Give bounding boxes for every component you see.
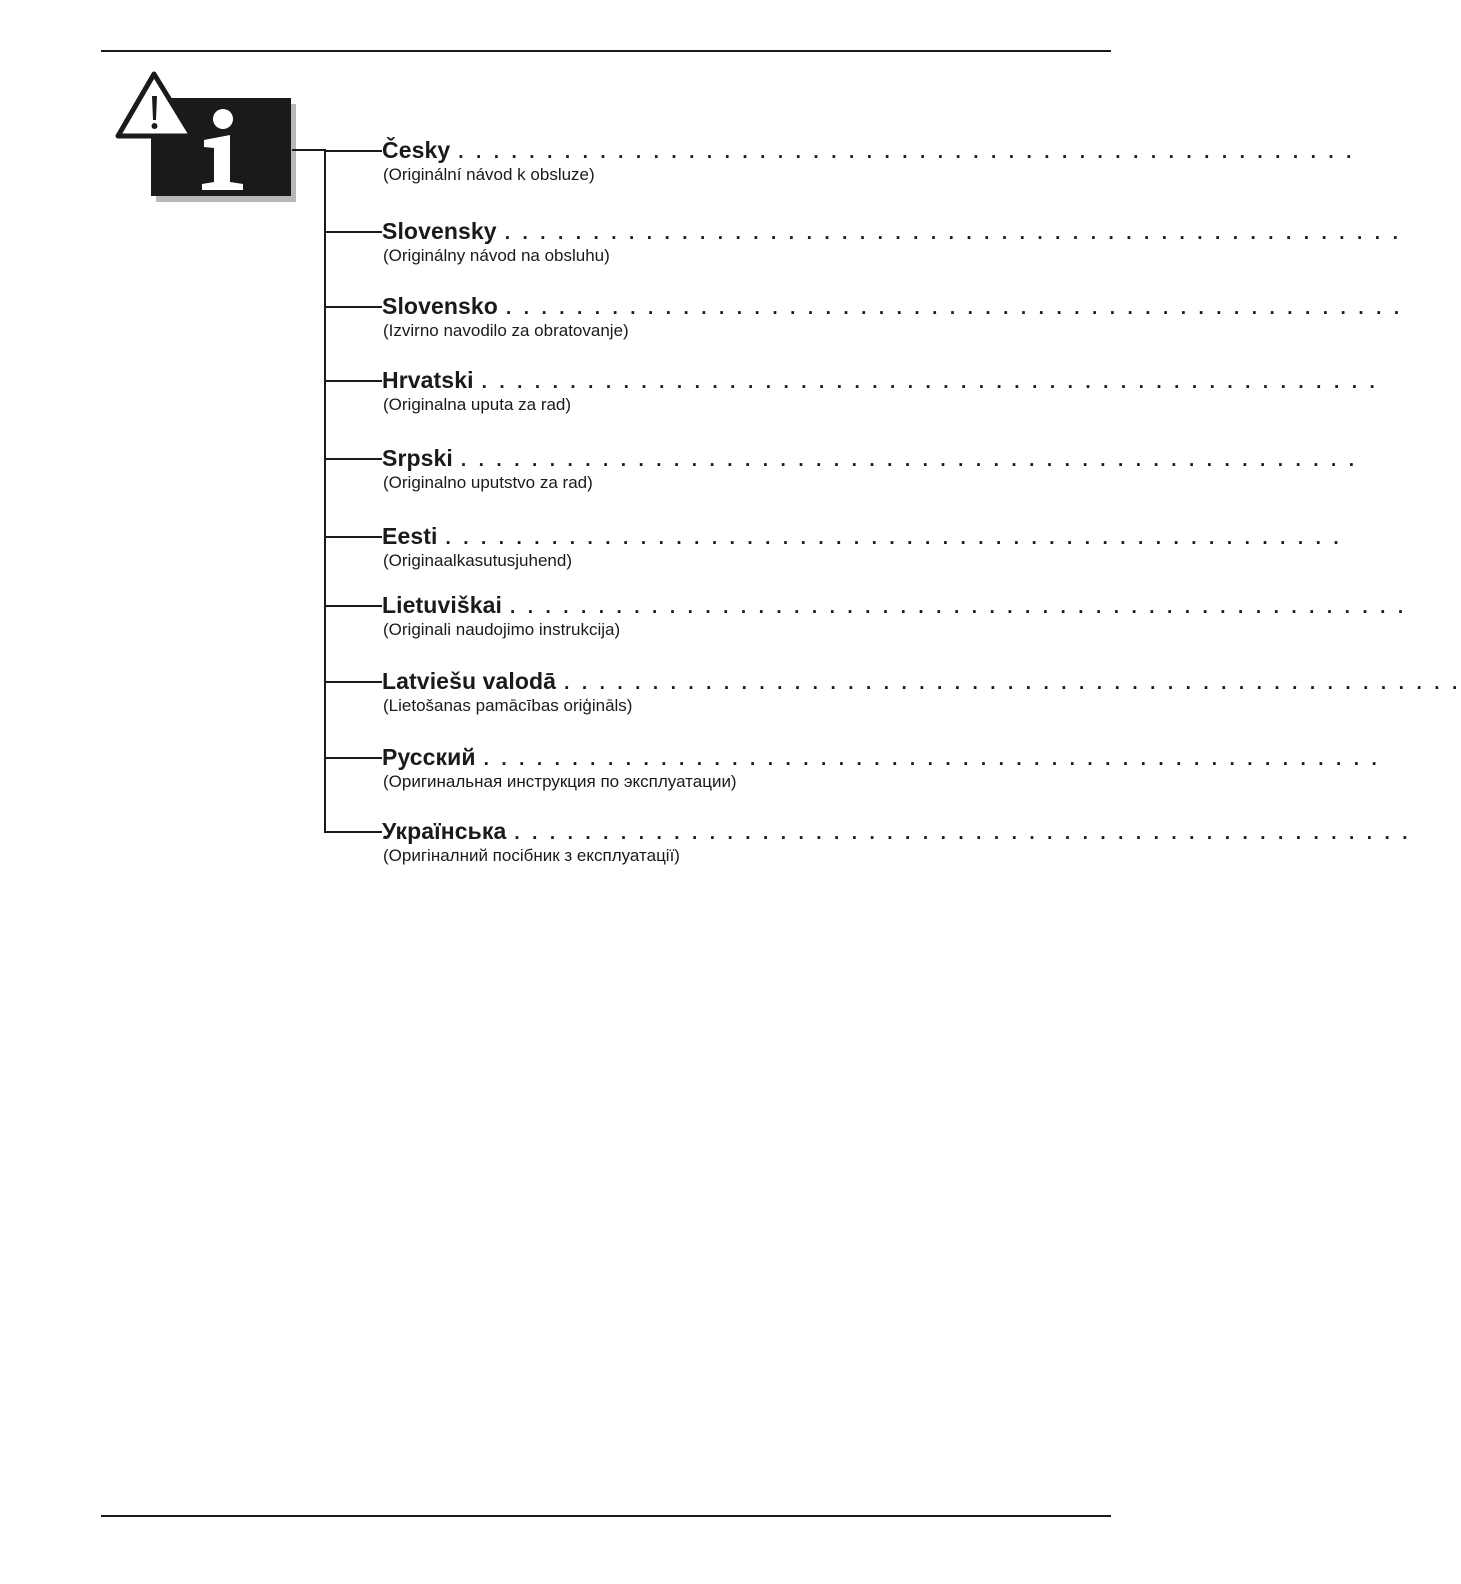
- tree-branch: [324, 231, 382, 233]
- language-title: Slovensky: [382, 218, 497, 244]
- language-subtitle: (Originálny návod na obsluhu): [383, 246, 610, 265]
- title-line: [382, 591, 1407, 619]
- language-subtitle: (Lietošanas pamācības oriģināls): [383, 696, 633, 715]
- title-line: [382, 366, 1379, 394]
- leader-dots: . . . . . . . . . . . . . . . . . . . . . . . . . . . . . . . . . . . . . . . . . . . . . . . . . . .: [458, 142, 1356, 163]
- language-subtitle: (Originaalkasutusjuhend): [383, 551, 572, 570]
- title-line: [382, 136, 1356, 164]
- tree-branch: [324, 306, 382, 308]
- tree-branch: [324, 605, 382, 607]
- language-subtitle: (Izvirno navodilo za obratovanje): [383, 321, 629, 340]
- title-line: [382, 217, 1402, 245]
- bottom-rule: [101, 1515, 1111, 1517]
- leader-dots: . . . . . . . . . . . . . . . . . . . . . . . . . . . . . . . . . . . . . . . . . . . . . . . . . . .: [460, 450, 1358, 471]
- language-title: Hrvatski: [382, 367, 474, 393]
- leader-dots: . . . . . . . . . . . . . . . . . . . . . . . . . . . . . . . . . . . . . . . . . . . . . . . . . . .: [564, 673, 1461, 694]
- title-line: [382, 292, 1403, 320]
- tree-connector: [292, 149, 326, 151]
- warning-info-logo: [116, 72, 306, 212]
- tree-branch: [324, 831, 382, 833]
- language-title: Lietuviškai: [382, 592, 502, 618]
- language-entry[interactable]: [324, 592, 1407, 661]
- leader-dots: . . . . . . . . . . . . . . . . . . . . . . . . . . . . . . . . . . . . . . . . . . . . . . . . . . .: [514, 823, 1412, 844]
- leader-dots: . . . . . . . . . . . . . . . . . . . . . . . . . . . . . . . . . . . . . . . . . . . . . . . . . . .: [505, 298, 1403, 319]
- top-rule: [101, 50, 1111, 52]
- language-entry[interactable]: [324, 668, 1461, 737]
- title-line: [382, 444, 1358, 472]
- language-title: Русский: [382, 744, 476, 770]
- language-subtitle: (Originalno uputstvo za rad): [383, 473, 593, 492]
- tree-branch: [324, 380, 382, 382]
- language-subtitle: (Originální návod k obsluze): [383, 165, 595, 184]
- leader-dots: . . . . . . . . . . . . . . . . . . . . . . . . . . . . . . . . . . . . . . . . . . . . . . . . . . .: [481, 372, 1379, 393]
- language-entry[interactable]: [324, 293, 1403, 362]
- language-title: Srpski: [382, 445, 453, 471]
- title-line: [382, 817, 1412, 845]
- title-line: [382, 522, 1343, 550]
- title-line: [382, 667, 1461, 695]
- leader-dots: . . . . . . . . . . . . . . . . . . . . . . . . . . . . . . . . . . . . . . . . . . . . . . . . . . .: [483, 749, 1381, 770]
- language-subtitle: (Оригіналний посібник з експлуатації): [383, 846, 680, 865]
- tree-branch: [324, 536, 382, 538]
- language-entry[interactable]: [324, 744, 1381, 813]
- leader-dots: . . . . . . . . . . . . . . . . . . . . . . . . . . . . . . . . . . . . . . . . . . . . . . . . . . .: [504, 223, 1402, 244]
- leader-dots: . . . . . . . . . . . . . . . . . . . . . . . . . . . . . . . . . . . . . . . . . . . . . . . . . . .: [510, 597, 1407, 618]
- language-entry[interactable]: [324, 445, 1358, 514]
- language-title: Eesti: [382, 523, 438, 549]
- tree-branch: [324, 150, 382, 152]
- language-title: Česky: [382, 137, 451, 163]
- title-line: [382, 743, 1381, 771]
- language-entry[interactable]: [324, 818, 1412, 887]
- tree-branch: [324, 458, 382, 460]
- language-subtitle: (Originalna uputa za rad): [383, 395, 572, 414]
- language-entry[interactable]: [324, 137, 1356, 206]
- language-entry[interactable]: [324, 523, 1343, 592]
- tree-branch: [324, 681, 382, 683]
- leader-dots: . . . . . . . . . . . . . . . . . . . . . . . . . . . . . . . . . . . . . . . . . . . . . . . . . . .: [445, 528, 1343, 549]
- language-title: Latviešu valodā: [382, 668, 557, 694]
- language-entry[interactable]: [324, 218, 1402, 287]
- language-title: Slovensko: [382, 293, 498, 319]
- language-title: Українська: [382, 818, 507, 844]
- tree-branch: [324, 757, 382, 759]
- language-entry[interactable]: [324, 367, 1379, 436]
- language-subtitle: (Originali naudojimo instrukcija): [383, 620, 621, 639]
- language-subtitle: (Оригинальная инструкция по эксплуатации): [383, 772, 737, 791]
